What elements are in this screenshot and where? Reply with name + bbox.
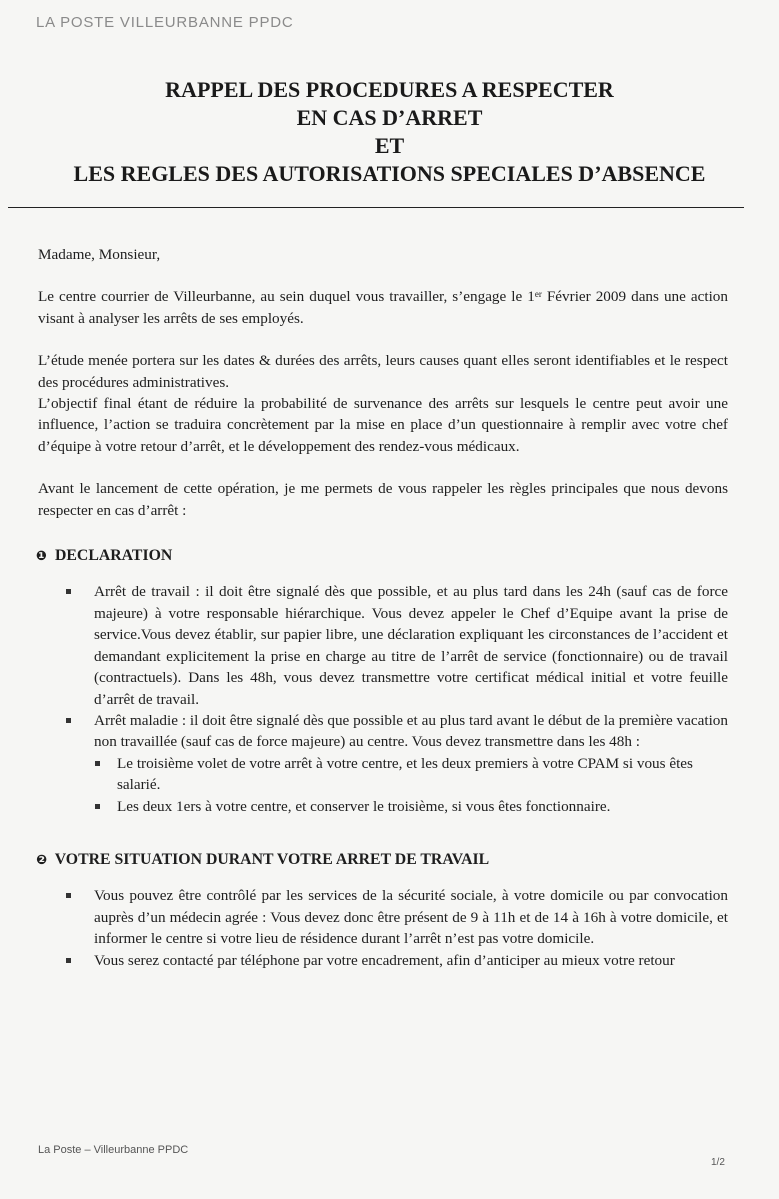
- objective-paragraph: L’objectif final étant de réduire la probabilité de survenance des arrêts sur lesquels le centre peut avoir une influence, l’action se traduira concrètement par la mise en place d’un questionnaire à remplir avec votre chef d’équipe à votre retour d’arrêt, et le développement des rendez-vous médicaux.: [38, 395, 728, 455]
- sub-list-item: Le troisième volet de votre arrêt à votre centre, et les deux premiers à votre CPAM si vous êtes salarié.: [117, 753, 728, 796]
- reminder-paragraph: Avant le lancement de cette opération, je me permets de vous rappeler les règles principales que nous devons respecter en cas d’arrêt :: [38, 480, 728, 519]
- section-1-title: DECLARATION: [54, 547, 173, 565]
- list-item: Vous serez contacté par téléphone par votre encadrement, afin d’anticiper au mieux votre retour: [94, 950, 728, 971]
- intro-paragraph: [38, 286, 728, 329]
- header-organization: LA POSTE VILLEURBANNE PPDC: [36, 14, 294, 31]
- section-1-list: [38, 581, 728, 816]
- title-line-4: LES REGLES DES AUTORISATIONS SPECIALES D’ABSENCE: [73, 161, 706, 186]
- section-2-title: VOTRE SITUATION DURANT VOTRE ARRET DE TRAVAIL: [54, 850, 490, 868]
- list-item: Arrêt de travail : il doit être signalé dès que possible, et au plus tard dans les 24h (sauf cas de force majeure) à votre responsable hiérarchique. Vous devez appeler le Chef d’Equipe avant la prise de service.Vous devez établir, sur papier libre, une déclaration expliquant les circonstances de l’accident et demandant explicitement la prise en charge au titre de l’arrêt de service (fonctionnaire) ou de travail (contractuels). Dans les 48h, vous devez transmettre votre certificat médical initial et votre feuille d’arrêt de travail.: [94, 581, 728, 709]
- list-item: Vous pouvez être contrôlé par les services de la sécurité sociale, à votre domicile ou par convocation auprès d’un médecin agrée : Vous devez donc être présent de 9 à 11h et de 14 à 16h à votre domicile, et informer le centre si votre lieu de résidence durant l’arrêt n’est pas votre domicile.: [94, 885, 728, 949]
- list-item: [94, 710, 728, 817]
- title-line-1: RAPPEL DES PROCEDURES A RESPECTER: [165, 77, 614, 102]
- section-1-number-icon: ❶: [36, 549, 48, 565]
- title-line-2: EN CAS D’ARRET: [296, 105, 483, 130]
- title-line-3: ET: [374, 133, 405, 158]
- letter-body: [38, 244, 728, 971]
- section-1-heading: [36, 545, 728, 567]
- section-1-sublist: [94, 753, 728, 817]
- intro-text-a: Le centre courrier de Villeurbanne, au sein duquel vous travailler, s’engage le 1: [38, 288, 535, 306]
- study-paragraph: L’étude menée portera sur les dates & durées des arrêts, leurs causes quant elles seront identifiables et le respect des procédures administratives.: [38, 352, 728, 391]
- intro-text-b: Février 2009 dans une action visant à analyser les arrêts de ses employés.: [38, 288, 728, 327]
- intro-superscript: er: [534, 289, 542, 300]
- footer-organization: La Poste – Villeurbanne PPDC: [38, 1144, 189, 1156]
- section-2-heading: [36, 849, 728, 871]
- document-title: [20, 76, 759, 188]
- page-number: 1/2: [711, 1157, 725, 1168]
- sub-list-item: Les deux 1ers à votre centre, et conserver le troisième, si vous êtes fonctionnaire.: [117, 796, 728, 817]
- section-2-list: [38, 885, 728, 971]
- section-2-number-icon: ❷: [36, 852, 48, 868]
- salutation: Madame, Monsieur,: [38, 246, 161, 263]
- title-divider: [8, 207, 744, 208]
- list-item-text: Arrêt maladie : il doit être signalé dès que possible et au plus tard avant le début de la première vacation non travaillée (sauf cas de force majeure) au centre. Vous devez transmettre dans les 48h :: [94, 711, 728, 751]
